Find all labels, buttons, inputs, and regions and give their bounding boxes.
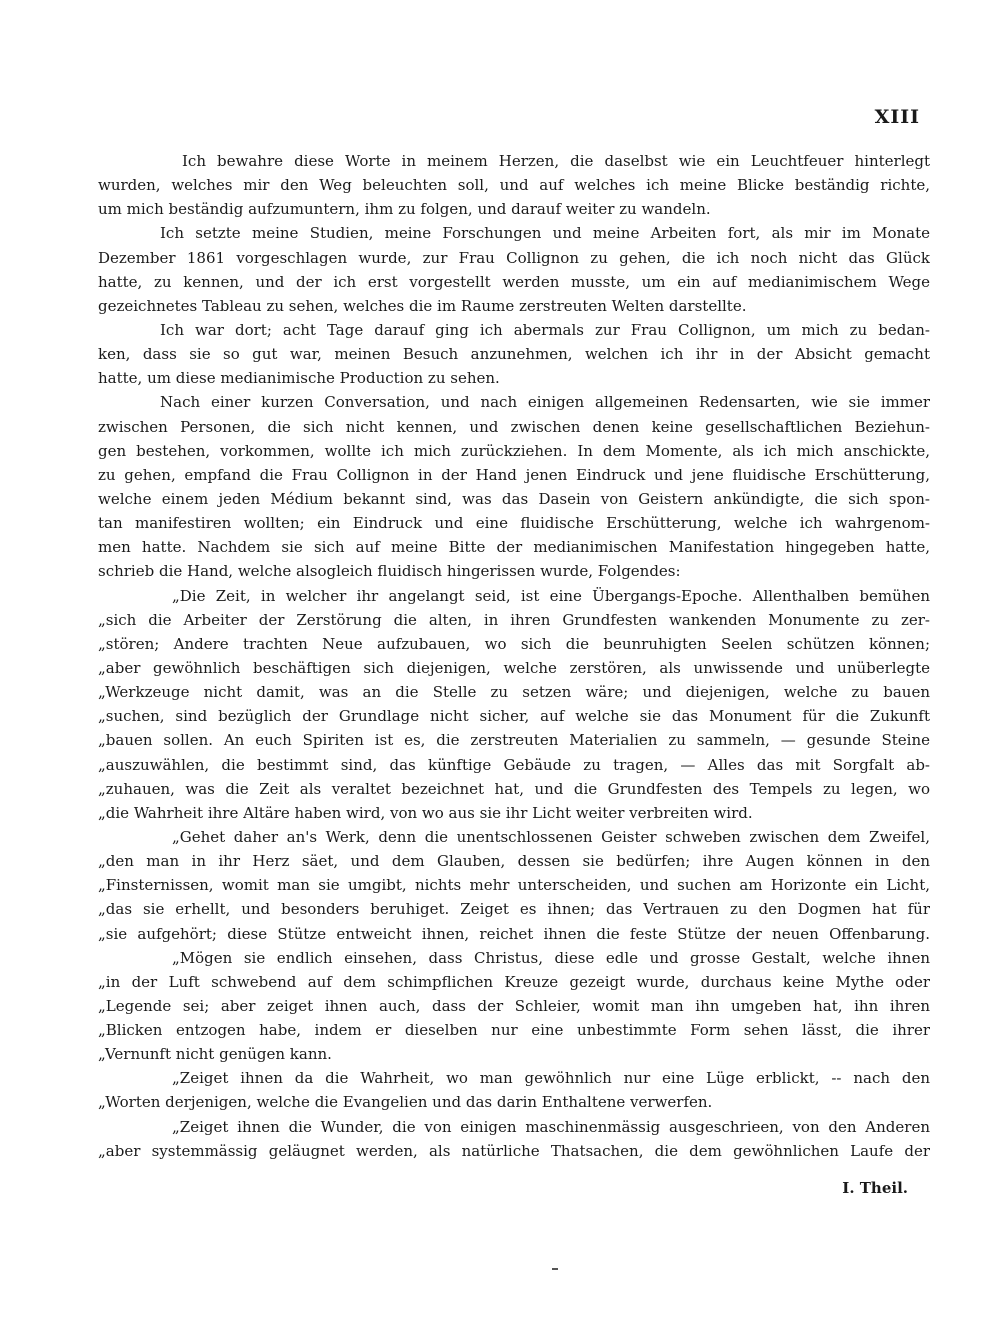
text-line: „Finsternissen, womit man sie umgibt, nichts mehr unterscheiden, und suchen am Horizonte ein Licht, [98, 876, 930, 895]
page-number: XIII [874, 106, 920, 128]
text-line: wurden, welches mir den Weg beleuchten soll, und auf welches ich meine Blicke beständig richte, [98, 176, 930, 195]
text-line: „Mögen sie endlich einsehen, dass Christus, diese edle und grosse Gestalt, welche ihnen [172, 948, 930, 967]
text-line: „sie aufgehört; diese Stütze entweicht ihnen, reichet ihnen die feste Stütze der neuen Offenbarung. [98, 924, 930, 943]
text-line: „Die Zeit, in welcher ihr angelangt seid, ist eine Übergangs-Epoche. Allenthalben bemühen [172, 586, 930, 605]
text-line: „Blicken entzogen habe, indem er dieselben nur eine unbestimmte Form sehen lässt, die ihrer [98, 1021, 930, 1040]
footer-mark [552, 1268, 558, 1270]
text-line: „Zeiget ihnen da die Wahrheit, wo man gewöhnlich nur eine Lüge erblickt, -- nach den [172, 1069, 930, 1088]
text-line: gen bestehen, vorkommen, wollte ich mich zurückziehen. In dem Momente, als ich mich anschickte, [98, 441, 930, 460]
text-line: „sich die Arbeiter der Zerstörung die alten, in ihren Grundfesten wankenden Monumente zu zer- [98, 610, 930, 629]
text-line: „Gehet daher an's Werk, denn die unentschlossenen Geister schweben zwischen dem Zweifel, [172, 827, 930, 846]
text-line: „suchen, sind bezüglich der Grundlage nicht sicher, auf welche sie das Monument für die Zukunft [98, 707, 930, 726]
text-line: „in der Luft schwebend auf dem schimpflichen Kreuze gezeigt wurde, durchaus keine Mythe oder [98, 972, 930, 991]
text-line: „das sie erhellt, und besonders beruhiget. Zeiget es ihnen; das Vertrauen zu den Dogmen hat für [98, 900, 930, 919]
text-line: men hatte. Nachdem sie sich auf meine Bitte der medianimischen Manifestation hingegeben hatte, [98, 538, 930, 557]
text-line: „Legende sei; aber zeiget ihnen auch, dass der Schleier, womit man ihn umgeben hat, ihn ihren [98, 996, 930, 1015]
text-line: „den man in ihr Herz säet, und dem Glauben, dessen sie bedürfen; ihre Augen können in den [98, 852, 930, 871]
text-line: schrieb die Hand, welche alsogleich fluidisch hingerissen wurde, Folgendes: [98, 562, 681, 581]
text-line: „die Wahrheit ihre Altäre haben wird, von wo aus sie ihr Licht weiter verbreiten wird. [98, 803, 753, 822]
text-line: „Vernunft nicht genügen kann. [98, 1045, 332, 1064]
text-line: zwischen Personen, die sich nicht kennen, und zwischen denen keine gesellschaftlichen Beziehun- [98, 417, 930, 436]
text-line: Ich bewahre diese Worte in meinem Herzen, die daselbst wie ein Leuchtfeuer hinterlegt [182, 152, 930, 170]
text-line: hatte, zu kennen, und der ich erst vorgestellt werden musste, um ein auf medianimischem Wege [98, 272, 930, 291]
text-line: zu gehen, empfand die Frau Collignon in der Hand jenen Eindruck und jene fluidische Erschütterung, [98, 465, 930, 484]
text-line: welche einem jeden Médium bekannt sind, was das Dasein von Geistern ankündigte, die sich spon- [98, 489, 930, 508]
text-line: „Worten derjenigen, welche die Evangelien und das darin Enthaltene verwerfen. [98, 1093, 713, 1112]
text-line: gezeichnetes Tableau zu sehen, welches die im Raume zerstreuten Welten darstellte. [98, 296, 747, 315]
text-line: „Zeiget ihnen die Wunder, die von einigen maschinenmässig ausgeschrieen, von den Anderen [172, 1117, 930, 1136]
text-line: „Werkzeuge nicht damit, was an die Stelle zu setzen wäre; und diejenigen, welche zu bauen [98, 683, 930, 702]
text-line: „aber systemmässig geläugnet werden, als natürliche Thatsachen, die dem gewöhnlichen Laufe der [98, 1141, 930, 1160]
text-line: „stören; Andere trachten Neue aufzubauen, wo sich die beunruhigten Seelen schützen können; [98, 634, 930, 653]
text-line: Ich war dort; acht Tage darauf ging ich abermals zur Frau Collignon, um mich zu bedan- [160, 320, 930, 339]
body-text [98, 149, 930, 1163]
text-line: um mich beständig aufzumuntern, ihm zu folgen, und darauf weiter zu wandeln. [98, 200, 711, 219]
text-line: Nach einer kurzen Conversation, und nach einigen allgemeinen Redensarten, wie sie immer [160, 393, 930, 412]
text-line: „aber gewöhnlich beschäftigen sich diejenigen, welche zerstören, als unwissende und unüberlegte [98, 658, 930, 677]
text-line: hatte, um diese medianimische Production zu sehen. [98, 369, 500, 388]
signature-mark: I. Theil. [842, 1179, 908, 1197]
text-line: ken, dass sie so gut war, meinen Besuch anzunehmen, welchen ich ihr in der Absicht gemacht [98, 345, 930, 364]
text-line: Dezember 1861 vorgeschlagen wurde, zur Frau Collignon zu gehen, die ich noch nicht das Glück [98, 248, 930, 267]
text-line: tan manifestiren wollten; ein Eindruck und eine fluidische Erschütterung, welche ich wahrgenom- [98, 514, 930, 533]
text-line: „bauen sollen. An euch Spiriten ist es, die zerstreuten Materialien zu sammeln, — gesunde Steine [98, 731, 930, 750]
text-line: „auszuwählen, die bestimmt sind, das künftige Gebäude zu tragen, — Alles das mit Sorgfalt ab- [98, 755, 930, 774]
text-line: Ich setzte meine Studien, meine Forschungen und meine Arbeiten fort, als mir im Monate [160, 224, 930, 243]
text-line: „zuhauen, was die Zeit als veraltet bezeichnet hat, und die Grundfesten des Tempels zu legen, wo [98, 779, 930, 798]
